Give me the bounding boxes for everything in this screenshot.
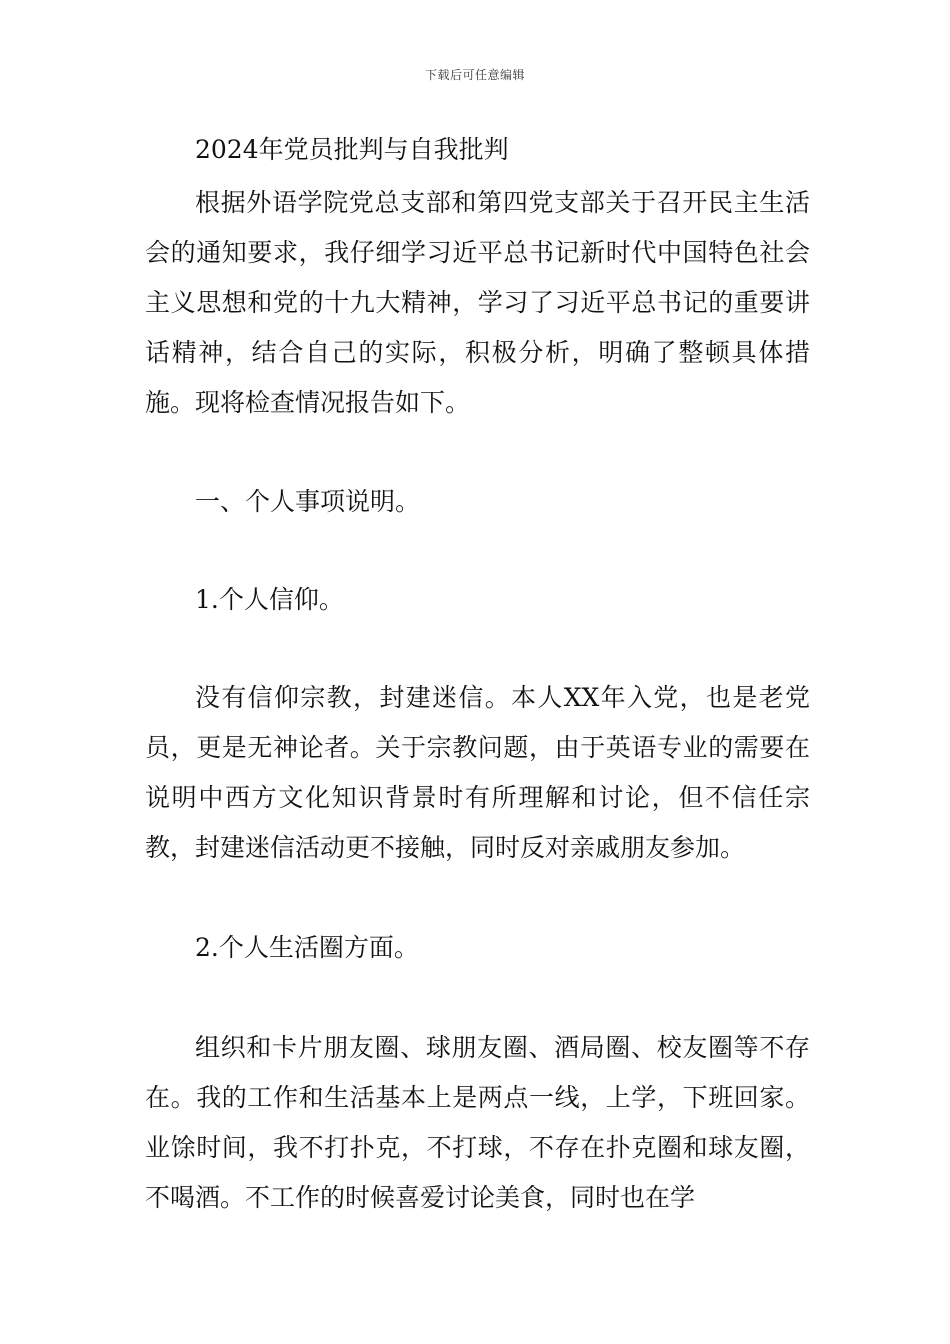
- section-heading-personal-matters: 一、个人事项说明。: [195, 487, 421, 516]
- item-heading-personal-belief: 1.个人信仰。: [195, 585, 344, 614]
- personal-circle-paragraph: 组织和卡片朋友圈、球朋友圈、酒局圈、校友圈等不存在。我的工作和生活基本上是两点一线，上学，下班回家。业馀时间，我不打扑克，不打球，不存在扑克圈和球友圈，不喝酒。不工作的时候喜爱讨论美食，同时也在学: [145, 1033, 810, 1212]
- intro-paragraph: 根据外语学院党总支部和第四党支部关于召开民主生活会的通知要求，我仔细学习近平总书记新时代中国特色社会主义思想和党的十九大精神，学习了习近平总书记的重要讲话精神，结合自己的实际，积极分析，明确了整顿具体措施。现将检查情况报告如下。: [145, 188, 810, 417]
- document-title: 2024年党员批判与自我批判: [195, 135, 509, 164]
- personal-belief-paragraph: 没有信仰宗教，封建迷信。本人XX年入党，也是老党员，更是无神论者。关于宗教问题，由于英语专业的需要在说明中西方文化知识背景时有所理解和讨论，但不信任宗教，封建迷信活动更不接触，同时反对亲戚朋友参加。: [145, 683, 810, 862]
- header-note: 下载后可任意编辑: [424, 68, 525, 82]
- item-heading-personal-circle: 2.个人生活圈方面。: [195, 933, 419, 962]
